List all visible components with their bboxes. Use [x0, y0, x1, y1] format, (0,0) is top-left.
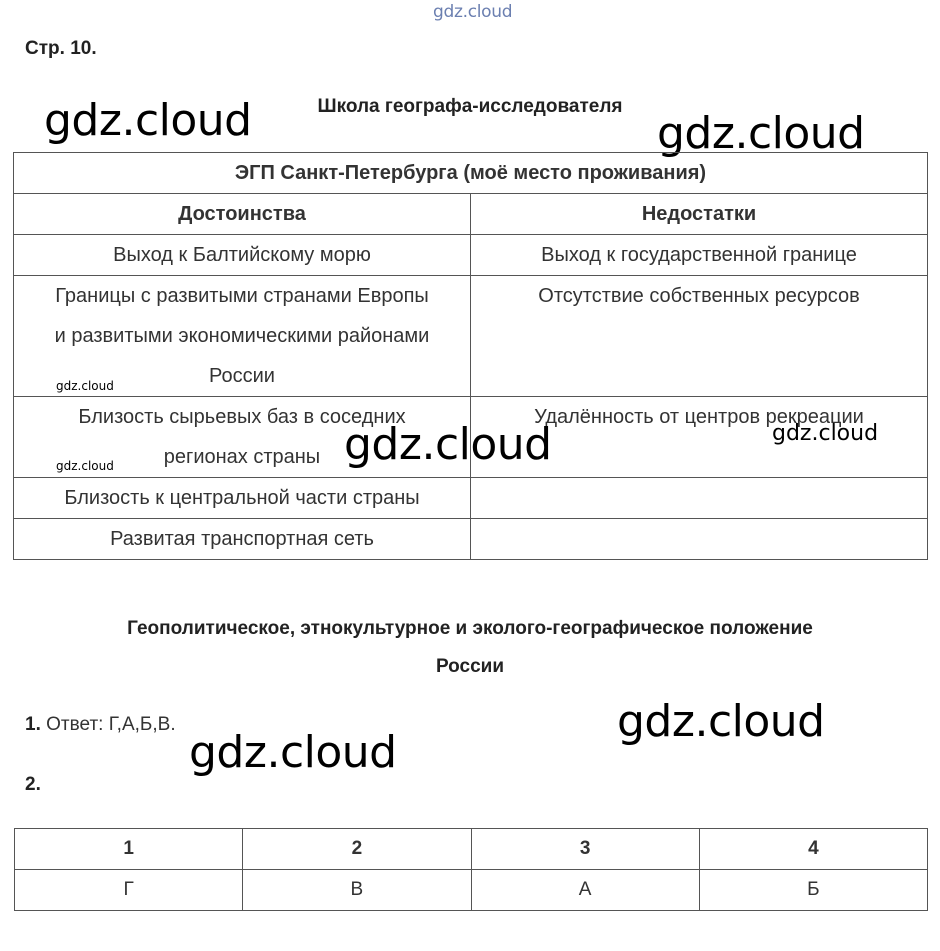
watermark-5: gdz.cloud: [189, 727, 397, 778]
answer-table-header: 2: [243, 829, 471, 870]
table-row: [14, 478, 928, 519]
header-advantages: Достоинства: [14, 194, 471, 235]
answer-table-header: 4: [699, 829, 927, 870]
answer-table-header: 3: [471, 829, 699, 870]
advantage-cell: Выход к Балтийскому морю: [14, 235, 471, 276]
answer-table-value: Б: [699, 870, 927, 911]
section2-heading: Геополитическое, этнокультурное и эколого-географическое положение: [127, 618, 813, 639]
advantage-line: и развитыми экономическими районами: [54, 325, 430, 347]
watermark-1: gdz.cloud: [44, 95, 252, 146]
disadvantage-cell: Выход к государственной границе: [471, 235, 928, 276]
answer-table: [14, 828, 928, 911]
watermark-small-2: gdz.cloud: [56, 459, 114, 473]
answer-1-text: Ответ: Г,А,Б,В.: [46, 714, 176, 735]
table-row: [15, 829, 928, 870]
disadvantage-line: Отсутствие собственных ресурсов: [538, 285, 860, 307]
watermark-top: gdz.cloud: [433, 2, 513, 22]
advantage-line: России: [209, 365, 275, 387]
watermark-4: gdz.cloud: [617, 696, 825, 747]
advantage-cell: Развитая транспортная сеть: [14, 519, 471, 560]
table-row: [15, 870, 928, 911]
table-row: [14, 235, 928, 276]
watermark-2: gdz.cloud: [657, 108, 865, 159]
advantage-cell: Близость к центральной части страны: [14, 478, 471, 519]
disadvantage-cell: [471, 276, 928, 397]
advantage-line: Близость сырьевых баз в соседних: [78, 406, 406, 428]
watermark-3: gdz.cloud: [344, 419, 552, 470]
disadvantage-cell: [471, 478, 928, 519]
egp-table: [13, 152, 928, 560]
answer-1: [25, 714, 176, 736]
answer-table-value: Г: [15, 870, 243, 911]
answer-2: [25, 774, 41, 796]
table-row: [14, 519, 928, 560]
table-row: [14, 276, 928, 397]
egp-table-title: ЭГП Санкт-Петербурга (моё место проживания): [14, 153, 928, 194]
disadvantage-cell: [471, 519, 928, 560]
answer-table-value: А: [471, 870, 699, 911]
advantage-line: регионах страны: [163, 446, 321, 468]
answer-1-number: 1.: [25, 714, 41, 735]
answer-table-header: 1: [15, 829, 243, 870]
watermark-mid: gdz.cloud: [772, 421, 879, 446]
watermark-small-1: gdz.cloud: [56, 379, 114, 393]
section2-heading-line2: России: [435, 656, 505, 677]
section1-heading: Школа географа-исследователя: [317, 96, 623, 117]
header-disadvantages: Недостатки: [471, 194, 928, 235]
answer-2-number: 2.: [25, 774, 41, 795]
disadvantage-line: Удалённость от центров рекреации: [534, 406, 864, 428]
advantage-line: Границы с развитыми странами Европы: [55, 285, 429, 307]
answer-table-value: В: [243, 870, 471, 911]
page-reference: Стр. 10.: [25, 38, 97, 59]
